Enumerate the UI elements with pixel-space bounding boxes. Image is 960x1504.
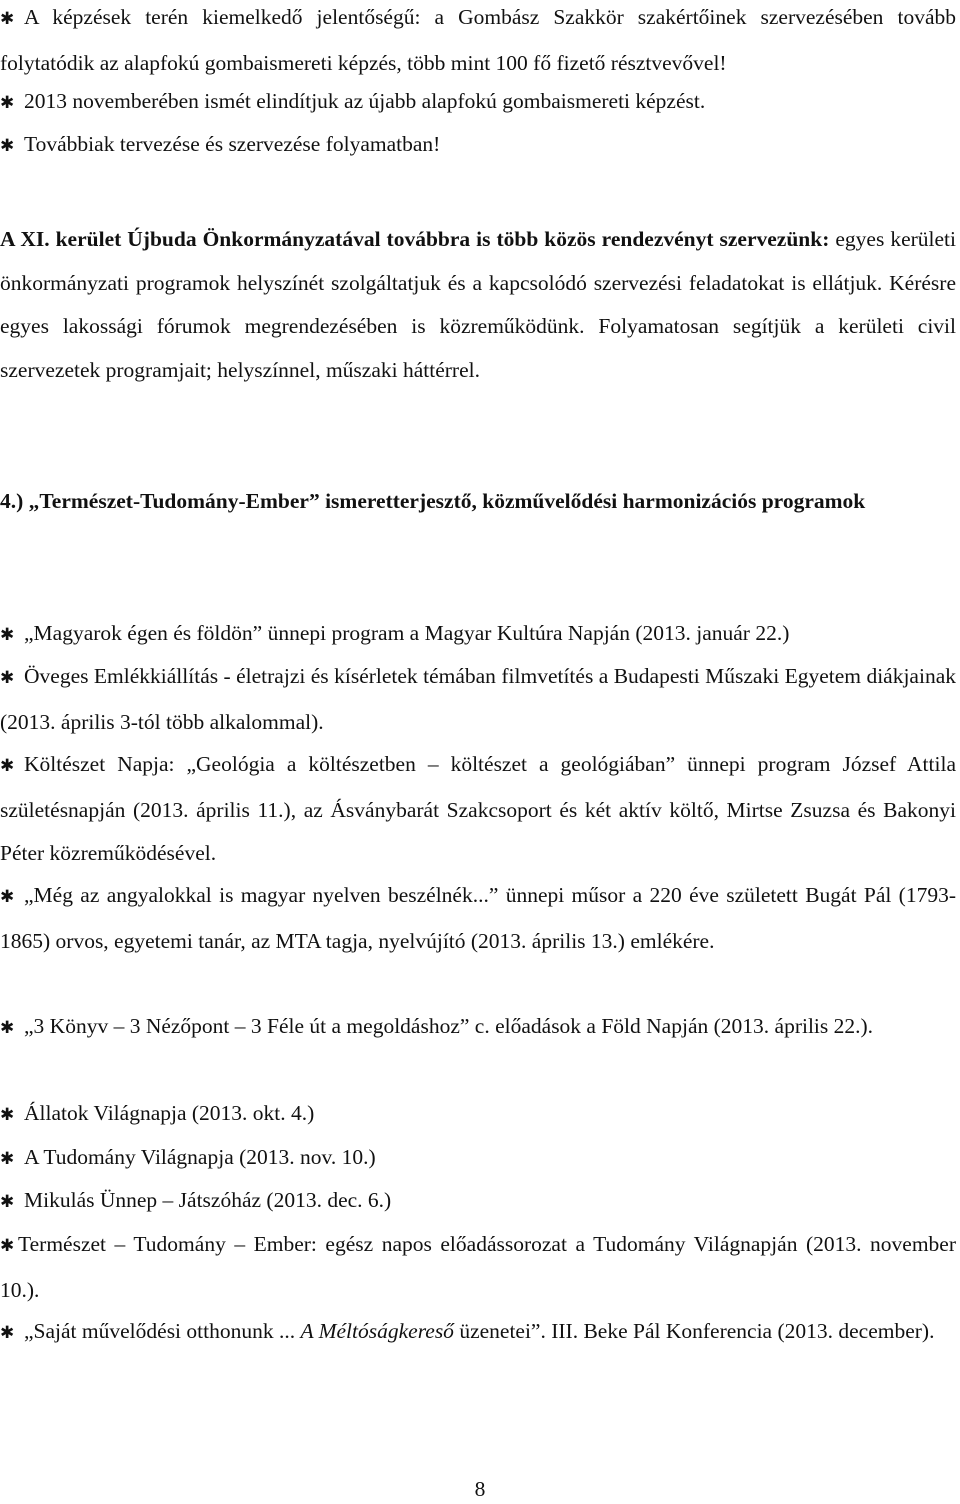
program-item-7: ✱ A Tudomány Világnapja (2013. nov. 10.) [0, 1136, 956, 1182]
asterisk-bullet-icon: ✱ [0, 136, 15, 156]
asterisk-bullet-icon: ✱ [0, 9, 15, 29]
district-paragraph [0, 218, 956, 392]
program-item-1: ✱ „Magyarok égen és földön” ünnepi program a Magyar Kultúra Napján (2013. január 22.) [0, 612, 956, 658]
program-item-4: ✱ „Még az angyalokkal is magyar nyelven beszélnék...” ünnepi műsor a 220 éve született Bugát Pál (1793-1865) orvos, egyetemi tanár, az MTA tagja, nyelvújító (2013. április 13.) emlékére. [0, 874, 956, 963]
asterisk-bullet-icon: ✱ [0, 1105, 15, 1125]
program-item-3: ✱ Költészet Napja: „Geológia a költészetben – költészet a geológiában” ünnepi program József Attila születésnapján (2013. április 11.), az Ásványbarát Szakcsoport és két aktív költő, Mirtse Zsuzsa és Bakonyi Péter közreműködésével. [0, 743, 956, 876]
asterisk-bullet-icon: ✱ [0, 668, 15, 688]
asterisk-bullet-icon: ✱ [0, 1323, 15, 1343]
asterisk-bullet-icon: ✱ [0, 887, 15, 907]
program-item-2: ✱ Öveges Emlékkiállítás - életrajzi és kísérletek témában filmvetítés a Budapesti Műszaki Egyetem diákjainak (2013. április 3-tól több alkalommal). [0, 655, 956, 744]
asterisk-bullet-icon: ✱ [0, 1149, 15, 1169]
asterisk-bullet-icon: ✱ [0, 756, 15, 776]
asterisk-bullet-icon: ✱ [0, 1236, 15, 1256]
asterisk-bullet-icon: ✱ [0, 1192, 15, 1212]
section-title: „Természet-Tudomány-Ember” ismeretterjesztő, közművelődési harmonizációs programok [28, 489, 866, 513]
asterisk-bullet-icon: ✱ [0, 625, 15, 645]
section-heading [0, 480, 956, 524]
program-item-8: ✱ Mikulás Ünnep – Játszóház (2013. dec. 6.) [0, 1179, 956, 1225]
program-item-5: ✱ „3 Könyv – 3 Nézőpont – 3 Féle út a megoldáshoz” c. előadások a Föld Napján (2013. április 22.). [0, 1005, 956, 1051]
intro-bullet-1: ✱ A képzések terén kiemelkedő jelentőségű: a Gombász Szakkör szakértőinek szervezésében tovább folytatódik az alapfokú gombaismereti képzés, több mint 100 fő fizető résztvevővel! [0, 0, 956, 85]
program-item-6: ✱ Állatok Világnapja (2013. okt. 4.) [0, 1092, 956, 1138]
district-lead: A XI. kerület Újbuda Önkormányzatával továbbra is több közös rendezvényt szervezünk: [0, 227, 830, 251]
page-number: 8 [474, 1477, 486, 1501]
section-number: 4.) [0, 489, 24, 513]
district-text: egyes kerületi önkormányzati programok helyszínét szolgáltatjuk és a kapcsolódó szervezési feladatokat is ellátjuk. Kérésre egyes lakossági fórumok megrendezésében is közreműködünk. Folyamatosan segítjük a kerületi civil szervezetek programjait; helyszínnel, műszaki háttérrel. [0, 227, 957, 382]
intro-bullet-2: ✱ 2013 novemberében ismét elindítjuk az újabb alapfokú gombaismereti képzést. [0, 80, 956, 126]
asterisk-bullet-icon: ✱ [0, 93, 15, 113]
program-item-10: ✱ „Saját művelődési otthonunk ... A Méltóságkereső üzenetei”. III. Beke Pál Konferencia (2013. december). [0, 1310, 956, 1356]
intro-bullet-3: ✱ Továbbiak tervezése és szervezése folyamatban! [0, 123, 956, 169]
asterisk-bullet-icon: ✱ [0, 1018, 15, 1038]
italic-title: A Méltóságkereső [300, 1319, 454, 1343]
program-item-9: ✱ Természet – Tudomány – Ember: egész napos előadássorozat a Tudomány Világnapján (2013. november 10.). [0, 1223, 956, 1312]
